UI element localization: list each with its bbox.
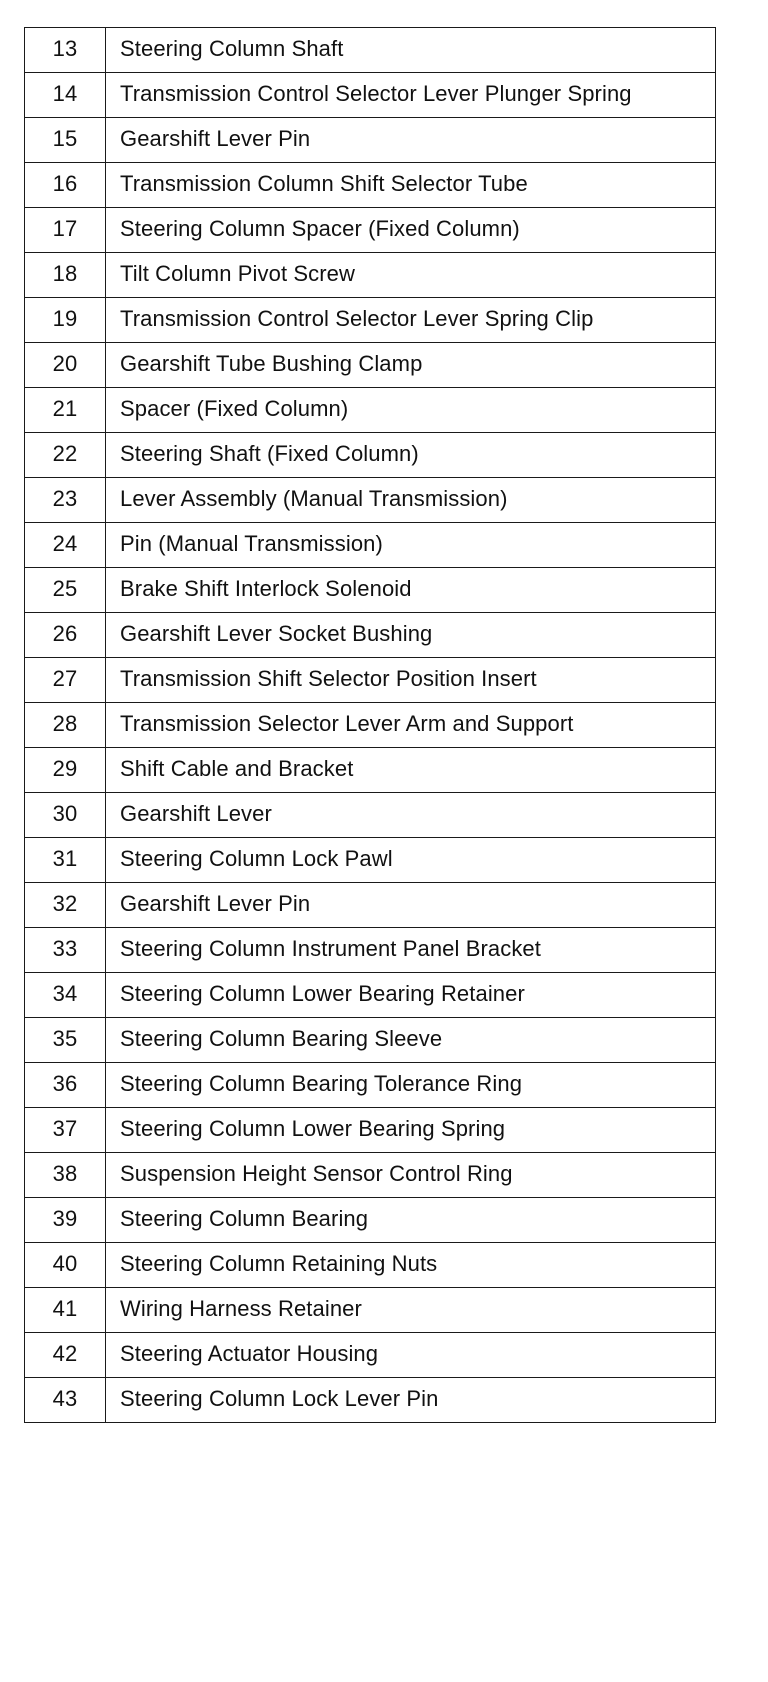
table-row xyxy=(25,1243,716,1288)
part-description-cell: Gearshift Lever Pin xyxy=(106,118,716,163)
part-description-cell: Transmission Shift Selector Position Insert xyxy=(106,658,716,703)
table-row xyxy=(25,703,716,748)
table-row xyxy=(25,478,716,523)
part-number-cell: 27 xyxy=(25,658,106,703)
table-row xyxy=(25,298,716,343)
part-number-cell: 30 xyxy=(25,793,106,838)
part-description-cell: Steering Column Bearing xyxy=(106,1198,716,1243)
table-row xyxy=(25,118,716,163)
part-number-cell: 40 xyxy=(25,1243,106,1288)
part-description-cell: Gearshift Tube Bushing Clamp xyxy=(106,343,716,388)
part-description-cell: Pin (Manual Transmission) xyxy=(106,523,716,568)
part-description-cell: Wiring Harness Retainer xyxy=(106,1288,716,1333)
part-description-cell: Steering Column Lower Bearing Retainer xyxy=(106,973,716,1018)
part-number-cell: 23 xyxy=(25,478,106,523)
table-row xyxy=(25,28,716,73)
part-description-cell: Transmission Column Shift Selector Tube xyxy=(106,163,716,208)
table-row xyxy=(25,1108,716,1153)
part-description-cell: Transmission Control Selector Lever Plunger Spring xyxy=(106,73,716,118)
part-description-cell: Gearshift Lever xyxy=(106,793,716,838)
table-row xyxy=(25,1288,716,1333)
part-description-cell: Steering Column Lower Bearing Spring xyxy=(106,1108,716,1153)
part-description-cell: Transmission Control Selector Lever Spring Clip xyxy=(106,298,716,343)
part-description-cell: Steering Column Bearing Tolerance Ring xyxy=(106,1063,716,1108)
part-number-cell: 20 xyxy=(25,343,106,388)
part-number-cell: 13 xyxy=(25,28,106,73)
part-number-cell: 22 xyxy=(25,433,106,478)
table-row xyxy=(25,883,716,928)
part-description-cell: Suspension Height Sensor Control Ring xyxy=(106,1153,716,1198)
part-number-cell: 41 xyxy=(25,1288,106,1333)
part-number-cell: 37 xyxy=(25,1108,106,1153)
part-description-cell: Lever Assembly (Manual Transmission) xyxy=(106,478,716,523)
part-description-cell: Steering Column Retaining Nuts xyxy=(106,1243,716,1288)
table-row xyxy=(25,433,716,478)
part-description-cell: Steering Column Lock Pawl xyxy=(106,838,716,883)
part-description-cell: Gearshift Lever Socket Bushing xyxy=(106,613,716,658)
part-number-cell: 15 xyxy=(25,118,106,163)
part-number-cell: 35 xyxy=(25,1018,106,1063)
table-row xyxy=(25,973,716,1018)
table-row xyxy=(25,1018,716,1063)
part-description-cell: Steering Actuator Housing xyxy=(106,1333,716,1378)
part-number-cell: 21 xyxy=(25,388,106,433)
table-row xyxy=(25,793,716,838)
part-description-cell: Steering Column Shaft xyxy=(106,28,716,73)
parts-list-body xyxy=(25,28,716,1423)
part-number-cell: 36 xyxy=(25,1063,106,1108)
part-number-cell: 32 xyxy=(25,883,106,928)
table-row xyxy=(25,928,716,973)
table-row xyxy=(25,343,716,388)
part-number-cell: 43 xyxy=(25,1378,106,1423)
table-row xyxy=(25,1333,716,1378)
part-number-cell: 18 xyxy=(25,253,106,298)
table-row xyxy=(25,208,716,253)
table-row xyxy=(25,523,716,568)
part-number-cell: 25 xyxy=(25,568,106,613)
part-description-cell: Steering Column Spacer (Fixed Column) xyxy=(106,208,716,253)
part-description-cell: Gearshift Lever Pin xyxy=(106,883,716,928)
part-number-cell: 14 xyxy=(25,73,106,118)
part-number-cell: 28 xyxy=(25,703,106,748)
part-number-cell: 19 xyxy=(25,298,106,343)
part-description-cell: Steering Shaft (Fixed Column) xyxy=(106,433,716,478)
part-number-cell: 24 xyxy=(25,523,106,568)
part-number-cell: 39 xyxy=(25,1198,106,1243)
part-description-cell: Steering Column Lock Lever Pin xyxy=(106,1378,716,1423)
part-number-cell: 34 xyxy=(25,973,106,1018)
table-row xyxy=(25,253,716,298)
table-row xyxy=(25,73,716,118)
table-row xyxy=(25,838,716,883)
part-number-cell: 33 xyxy=(25,928,106,973)
part-description-cell: Tilt Column Pivot Screw xyxy=(106,253,716,298)
part-number-cell: 38 xyxy=(25,1153,106,1198)
part-number-cell: 16 xyxy=(25,163,106,208)
table-row xyxy=(25,1063,716,1108)
part-description-cell: Spacer (Fixed Column) xyxy=(106,388,716,433)
parts-list-table xyxy=(24,27,716,1423)
table-row xyxy=(25,613,716,658)
table-row xyxy=(25,388,716,433)
table-row xyxy=(25,658,716,703)
table-row xyxy=(25,748,716,793)
table-row xyxy=(25,568,716,613)
part-description-cell: Transmission Selector Lever Arm and Support xyxy=(106,703,716,748)
table-row xyxy=(25,1198,716,1243)
table-row xyxy=(25,1378,716,1423)
part-description-cell: Steering Column Bearing Sleeve xyxy=(106,1018,716,1063)
part-number-cell: 29 xyxy=(25,748,106,793)
table-row xyxy=(25,1153,716,1198)
part-description-cell: Brake Shift Interlock Solenoid xyxy=(106,568,716,613)
table-row xyxy=(25,163,716,208)
part-description-cell: Steering Column Instrument Panel Bracket xyxy=(106,928,716,973)
part-description-cell: Shift Cable and Bracket xyxy=(106,748,716,793)
part-number-cell: 31 xyxy=(25,838,106,883)
part-number-cell: 42 xyxy=(25,1333,106,1378)
part-number-cell: 17 xyxy=(25,208,106,253)
part-number-cell: 26 xyxy=(25,613,106,658)
